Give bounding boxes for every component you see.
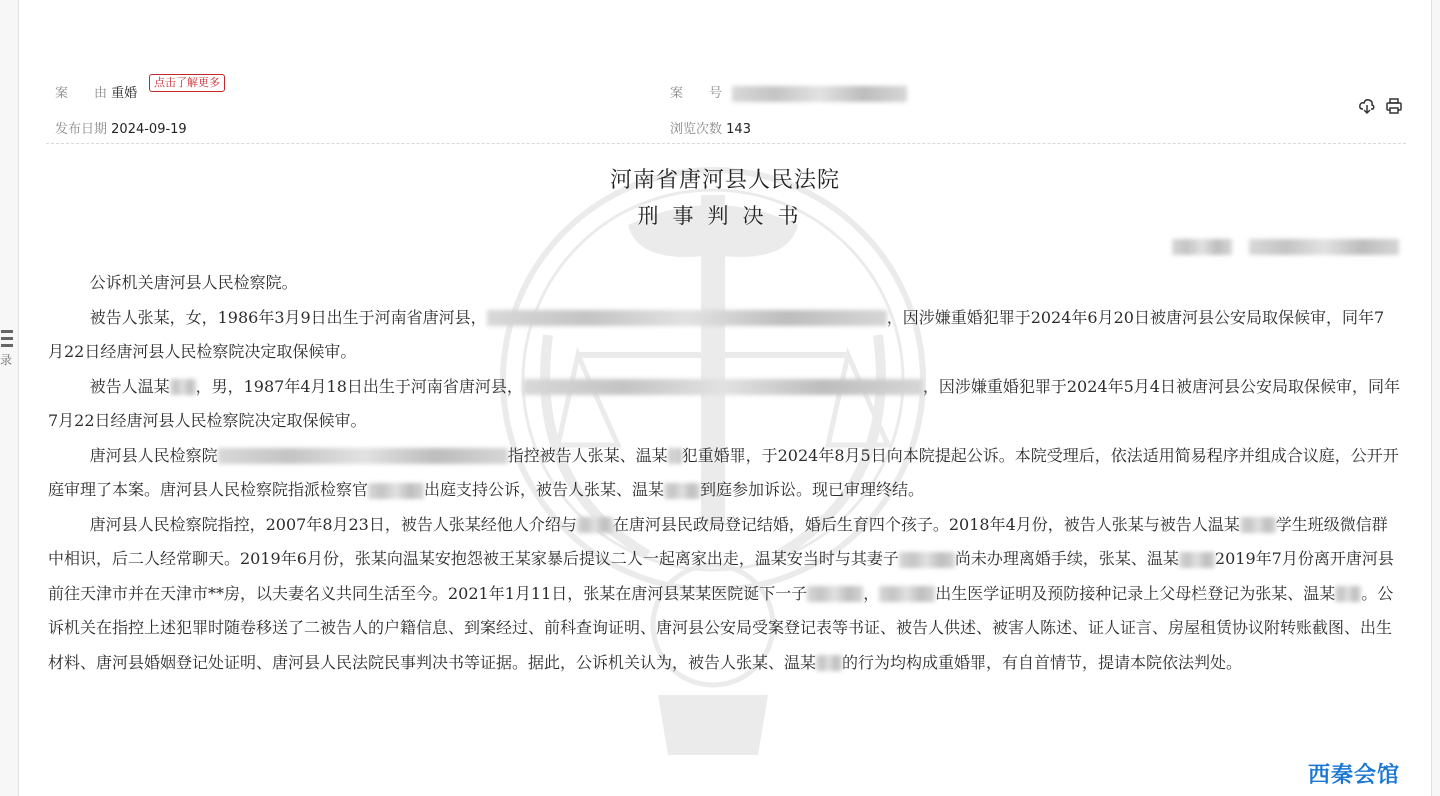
redacted-name [899, 552, 955, 568]
print-icon[interactable] [1385, 97, 1403, 115]
text-segment: 尚未办理离婚手续，张某、温某 [954, 549, 1179, 568]
redacted-address [487, 310, 887, 326]
publish-date [55, 118, 187, 137]
redacted-name [1240, 517, 1276, 533]
view-count-label: 浏览次数 [670, 122, 723, 137]
judgment-body [48, 266, 1400, 680]
court-name: 河南省唐河县人民法院 [609, 168, 840, 193]
text-segment: 唐河县人民检察院 [89, 445, 218, 465]
text-segment: 2019年7月份离开唐河县前往天津市并在天津市**房，以夫妻名义共同生活至今。2021年1月11日，张某在唐河县某某医院诞下一子 [48, 549, 1394, 603]
redacted-name [668, 448, 682, 464]
doc-tools [1358, 97, 1407, 119]
case-reason-label: 案 由 [55, 86, 108, 101]
toc-toggle[interactable] [0, 330, 16, 390]
right-panel-edge [1431, 0, 1440, 796]
case-number-label: 案 号 [670, 86, 723, 101]
redacted-name [170, 379, 196, 395]
redacted-name [368, 483, 424, 499]
case-reason [55, 82, 137, 101]
case-reason-value: 重婚 [111, 86, 138, 101]
text-segment: ，因涉嫌重婚犯罪于2024年6月20日被唐河县公安局取保候审，同年7月22日经唐河县人民检察院决定取保候审。 [48, 307, 1385, 361]
redacted-name [664, 483, 700, 499]
toc-label: 录 [0, 353, 13, 367]
redacted-name [1179, 552, 1215, 568]
text-segment: ，因涉嫌重婚犯罪于2024年5月4日被唐河县公安局取保候审，同年7月22日经唐河县人民检察院决定取保候审。 [48, 376, 1400, 430]
redacted-name [807, 586, 863, 602]
paragraph-defendant-zhang [48, 301, 1400, 370]
header-divider [46, 143, 1406, 144]
case-number [670, 82, 907, 102]
learn-more-tag[interactable]: 点击了解更多 [149, 74, 225, 92]
case-number-redacted [732, 86, 907, 102]
paragraph-indictment [48, 439, 1400, 508]
document-type: 刑事判决书 [637, 204, 813, 228]
redacted-doc-number [218, 448, 508, 464]
paragraph-defendant-wen [48, 370, 1400, 439]
redacted-name [879, 586, 935, 602]
menu-icon [0, 330, 16, 347]
text-segment: 被告人张某，女，1986年3月9日出生于河南省唐河县， [89, 307, 487, 327]
text-segment: ， [863, 583, 880, 603]
publish-date-value: 2024-09-19 [111, 122, 187, 137]
site-watermark: 西秦会馆 [1308, 763, 1401, 788]
document-number-redacted [1172, 236, 1404, 252]
redacted-name [1335, 586, 1361, 602]
text-segment: 到庭参加诉讼。现已审理终结。 [700, 480, 925, 499]
text-segment: 公诉机关唐河县人民检察院。 [89, 273, 298, 292]
view-count [670, 118, 751, 137]
view-count-value: 143 [726, 122, 751, 137]
left-panel-edge [0, 0, 19, 796]
publish-date-label: 发布日期 [55, 122, 108, 137]
text-segment: 学生班级微信群中相识，后二人经常聊天。2019年6月份，张某向温某安抱怨被王某家暴后提议二人一起离家出走，温某安当时与其妻子 [48, 514, 1388, 568]
download-icon[interactable] [1358, 97, 1376, 115]
text-segment: 犯重婚罪，于2024年8月5日向本院提起公诉。本院受理后，依法适用简易程序并组成合议庭，公开开庭审理了本案。唐河县人民检察院指派检察官 [48, 445, 1399, 499]
text-segment: 指控被告人张某、温某 [507, 445, 668, 465]
redacted-name [577, 517, 613, 533]
text-segment: 出庭支持公诉，被告人张某、温某 [424, 480, 665, 499]
paragraph-prosecutor [48, 266, 1400, 301]
paragraph-facts [48, 508, 1400, 681]
text-segment: ，男，1987年4月18日出生于河南省唐河县， [195, 376, 523, 396]
text-segment: 在唐河县民政局登记结婚，婚后生育四个孩子。2018年4月份，被告人张某与被告人温某 [612, 514, 1240, 534]
text-segment: 被告人温某 [89, 376, 170, 396]
text-segment: 唐河县人民检察院指控，2007年8月23日，被告人张某经他人介绍与 [89, 514, 577, 534]
text-segment: 。公诉机关在指控上述犯罪时随卷移送了二被告人的户籍信息、到案经过、前科查询证明、唐河县公安局受案登记表等书证、被告人供述、被害人陈述、证人证言、房屋租赁协议附转账截图、出生材料、唐河县婚姻登记处证明、唐河县人民法院民事判决书等证据。据此，公诉机关认为，被告人张某、温某 [48, 583, 1394, 672]
text-segment: 的行为均构成重婚罪，有自首情节，提请本院依法判处。 [842, 652, 1243, 672]
redacted-address [523, 379, 923, 395]
redacted-name [816, 655, 842, 671]
text-segment: 出生医学证明及预防接种记录上父母栏登记为张某、温某 [935, 583, 1336, 603]
